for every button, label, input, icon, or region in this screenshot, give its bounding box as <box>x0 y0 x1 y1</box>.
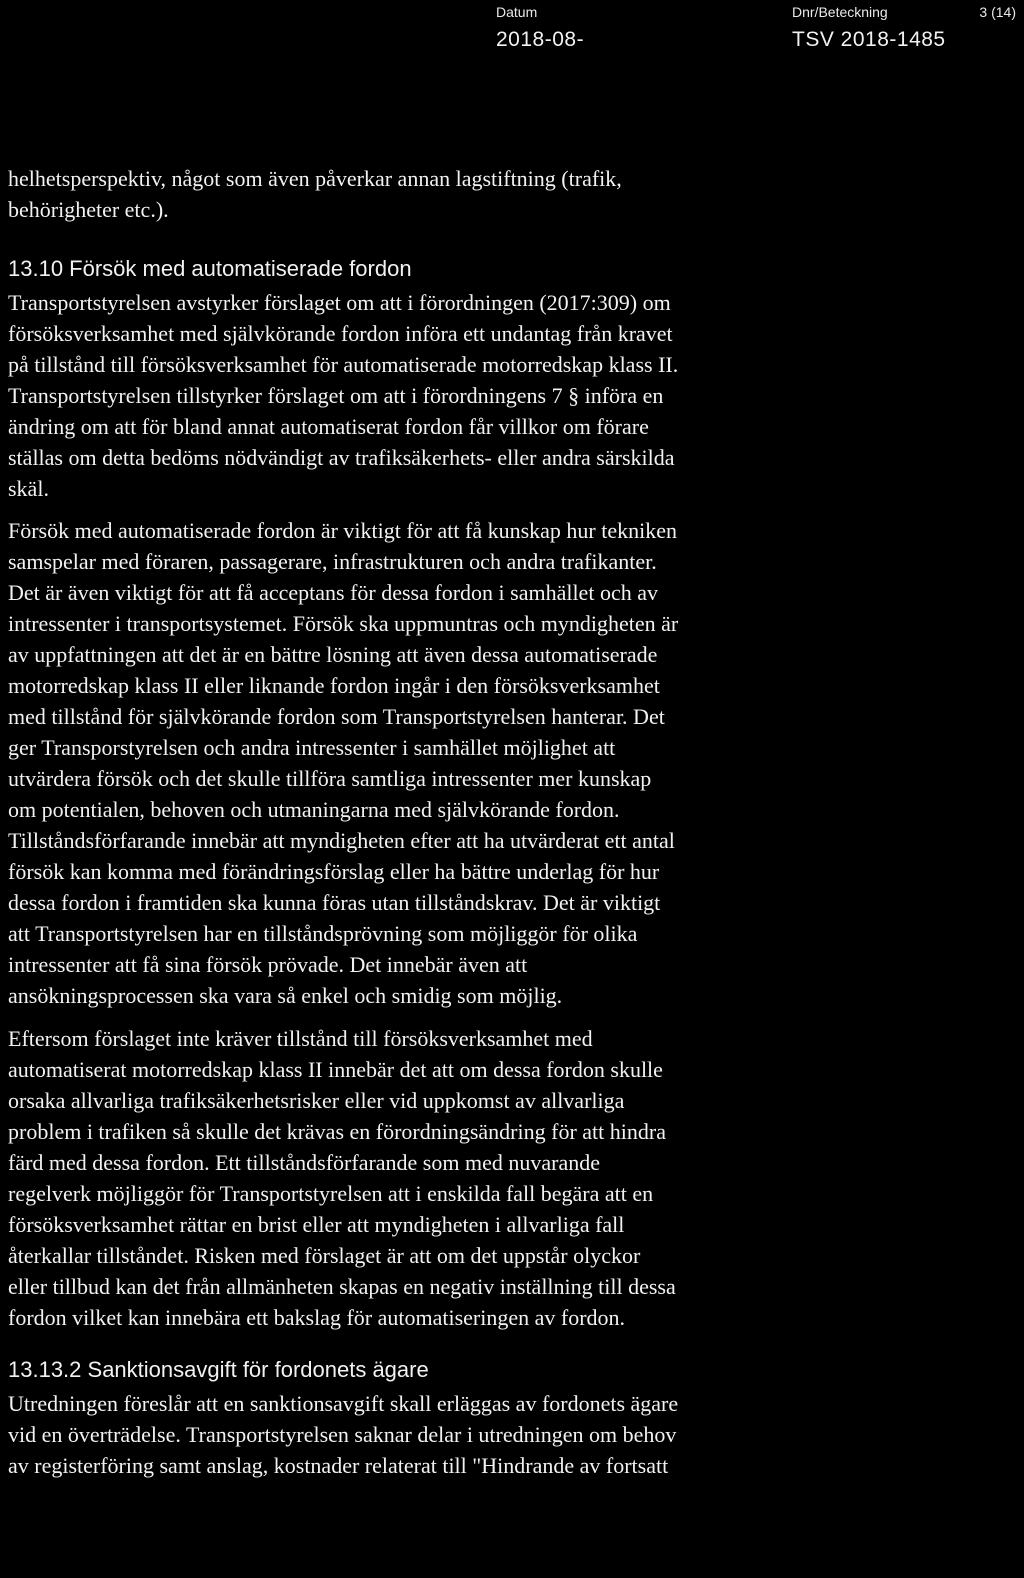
section-heading-13-10: 13.10 Försök med automatiserade fordon <box>8 256 412 281</box>
page-number: 3 (14) <box>979 4 1016 20</box>
section-paragraph: Eftersom förslaget inte kräver tillstånd till försöksverksamhet med automatiserat motorredskap klass II innebär det att om dessa fordon skulle orsaka allvarliga trafiksäkerhetsrisker eller vid uppkomst av allvarliga problem i trafiken så skulle det krävas en förordningsändring för att hindra färd med dessa fordon. Ett tillståndsförfarande som med nuvarande regelverk möjliggör för Transportstyrelsen att i enskilda fall begära att en försöksverksamhet rättar en brist eller att myndigheten i allvarliga fall återkallar tillståndet. Risken med förslaget är att om det uppstår olyckor eller tillbud kan det från allmänheten skapas en negativ inställning till dessa fordon vilket kan innebära ett bakslag för automatiseringen av fordon. <box>8 1026 676 1330</box>
document-body <box>8 163 848 1481</box>
page-header <box>0 0 1024 60</box>
dnr-label: Dnr/Beteckning <box>792 4 888 20</box>
datum-label: Datum <box>496 4 538 20</box>
section-paragraph: Försök med automatiserade fordon är viktigt för att få kunskap hur tekniken samspelar med föraren, passagerare, infrastrukturen och andra trafikanter. Det är även viktigt för att få acceptans för dessa fordon i samhället och av intressenter i transportsystemet. Försök ska uppmuntras och myndigheten är av uppfattningen att det är en bättre lösning att även dessa automatiserade motorredskap klass II eller liknande fordon ingår i den försöksverksamhet med tillstånd för självkörande fordon som Transportstyrelsen hanterar. Det ger Transporstyrelsen och andra intressenter i samhället möjlighet att utvärdera försök och det skulle tillföra samtliga intressenter mer kunskap om potentialen, behoven och utmaningarna med självkörande fordon. Tillståndsförfarande innebär att myndigheten efter att ha utvärderat ett antal försök kan komma med förändringsförslag eller ha bättre underlag för hur dessa fordon i framtiden ska kunna föras utan tillståndskrav. Det är viktigt att Transportstyrelsen har en tillståndsprövning som möjliggör för olika intressenter att få sina försök prövade. Det innebär även att ansökningsprocessen ska vara så enkel och smidig som möjlig. <box>8 518 679 1008</box>
section-heading-13-13-2: 13.13.2 Sanktionsavgift för fordonets ägare <box>8 1357 429 1382</box>
intro-paragraph: helhetsperspektiv, något som även påverkar annan lagstiftning (trafik, behörigheter etc.). <box>8 166 622 222</box>
datum-value: 2018-08- <box>496 28 585 51</box>
section-paragraph: Transportstyrelsen avstyrker förslaget om att i förordningen (2017:309) om försöksverksamhet med självkörande fordon införa ett undantag från kravet på tillstånd till försöksverksamhet för automatiserade motorredskap klass II. Transportstyrelsen tillstyrker förslaget om att i förordningens 7 § införa en ändring om att för bland annat automatiserat fordon får villkor om förare ställas om detta bedöms nödvändigt av trafiksäkerhets- eller andra särskilda skäl. <box>8 290 679 501</box>
section-paragraph: Utredningen föreslår att en sanktionsavgift skall erläggas av fordonets ägare vid en överträdelse. Transportstyrelsen saknar delar i utredningen om behov av registerföring samt anslag, kostnader relaterat till "Hindrande av fortsatt <box>8 1391 679 1478</box>
dnr-value: TSV 2018-1485 <box>792 28 946 51</box>
